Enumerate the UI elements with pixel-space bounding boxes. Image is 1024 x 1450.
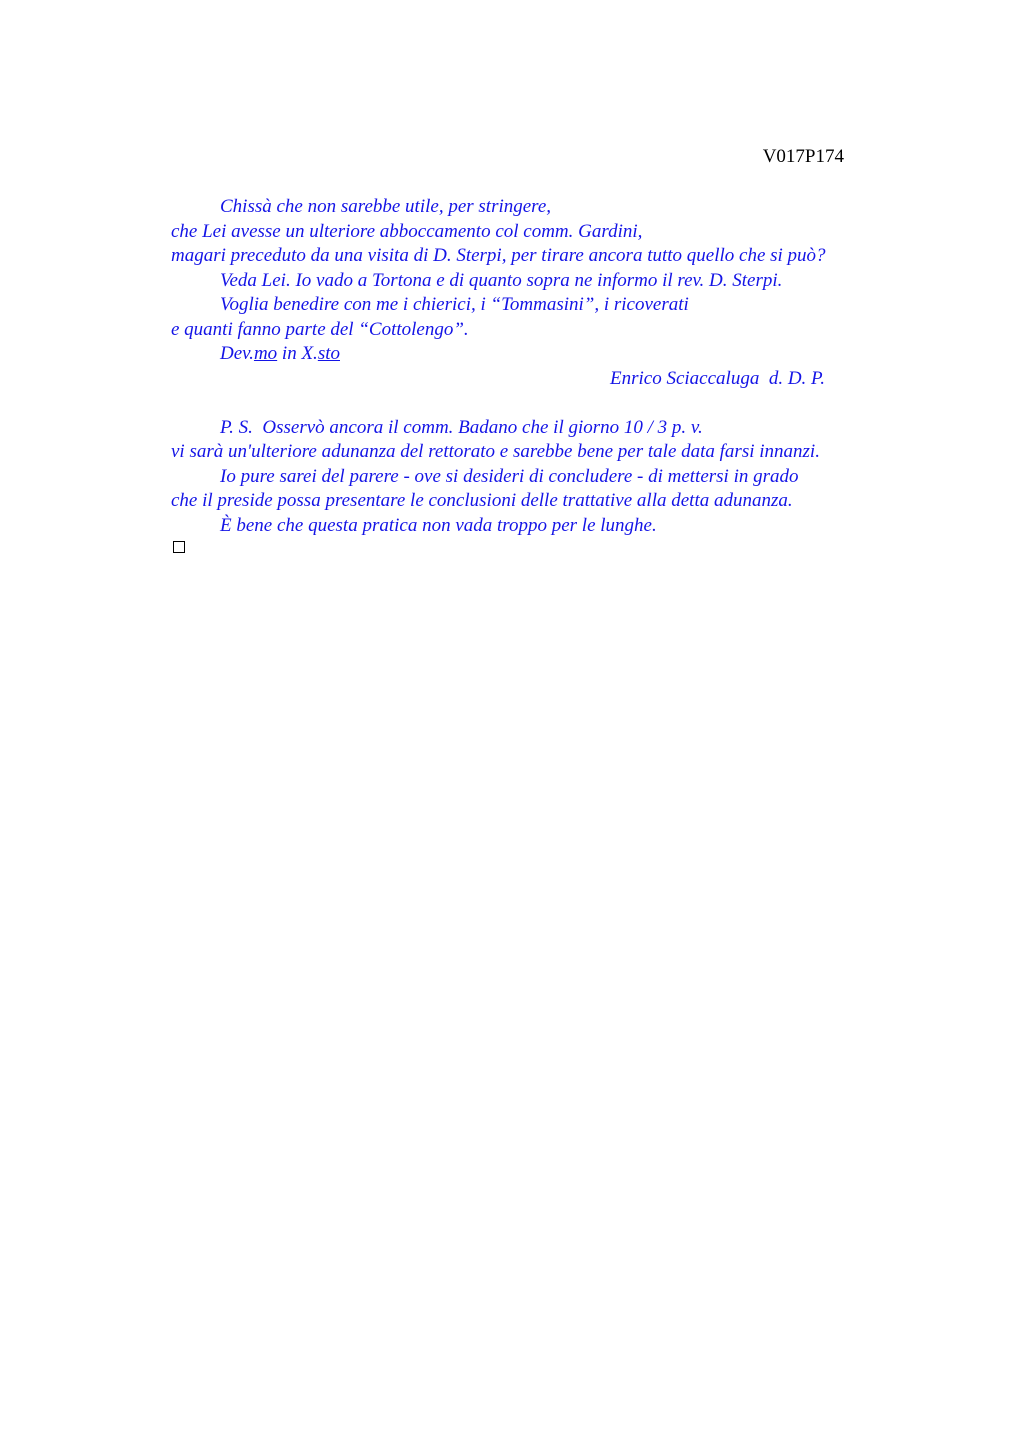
page-id: V017P174: [762, 146, 844, 167]
closing-part: in X.: [277, 343, 318, 364]
postscript-line: È bene che questa pratica non vada troppo per le lunghe.: [220, 514, 657, 536]
closing-abbrev: mo: [253, 343, 278, 364]
closing-abbrev: sto: [317, 343, 340, 364]
letter-line: e quanti fanno parte del “Cottolengo”.: [171, 318, 469, 340]
letter-line: Voglia benedire con me i chierici, i “Tommasini”, i ricoverati: [220, 294, 689, 315]
letter-line: Veda Lei. Io vado a Tortona e di quanto sopra ne informo il rev. D. Sterpi.: [220, 269, 783, 291]
letter-line: che Lei avesse un ulteriore abboccamento col comm. Gardini,: [171, 220, 643, 242]
postscript-line: P. S. Osservò ancora il comm. Badano che il giorno 10 / 3 p. v.: [220, 416, 703, 438]
signature: Enrico Sciaccaluga d. D. P.: [610, 367, 825, 389]
postscript-line: che il preside possa presentare le conclusioni delle trattative alla detta adunanza.: [171, 490, 793, 511]
closing-part: Dev.: [220, 343, 254, 364]
letter-line: Chissà che non sarebbe utile, per stringere,: [220, 196, 552, 217]
postscript-line: Io pure sarei del parere - ove si desideri di concludere - di mettersi in grado: [220, 465, 799, 487]
closing-line: [171, 342, 891, 367]
end-marker-box: [173, 541, 185, 553]
letter-body: [171, 195, 891, 538]
letter-line: magari preceduto da una visita di D. Sterpi, per tirare ancora tutto quello che si può?: [171, 245, 826, 266]
postscript-line: vi sarà un'ulteriore adunanza del rettorato e sarebbe bene per tale data farsi innanzi.: [171, 441, 820, 462]
spacer: [171, 391, 891, 416]
